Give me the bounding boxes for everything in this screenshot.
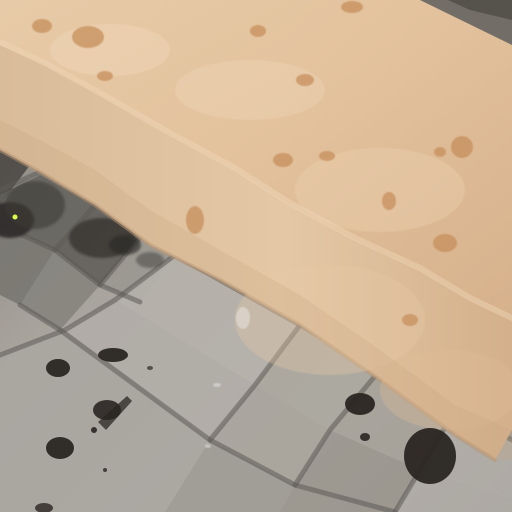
yellow-spot: [13, 215, 18, 220]
